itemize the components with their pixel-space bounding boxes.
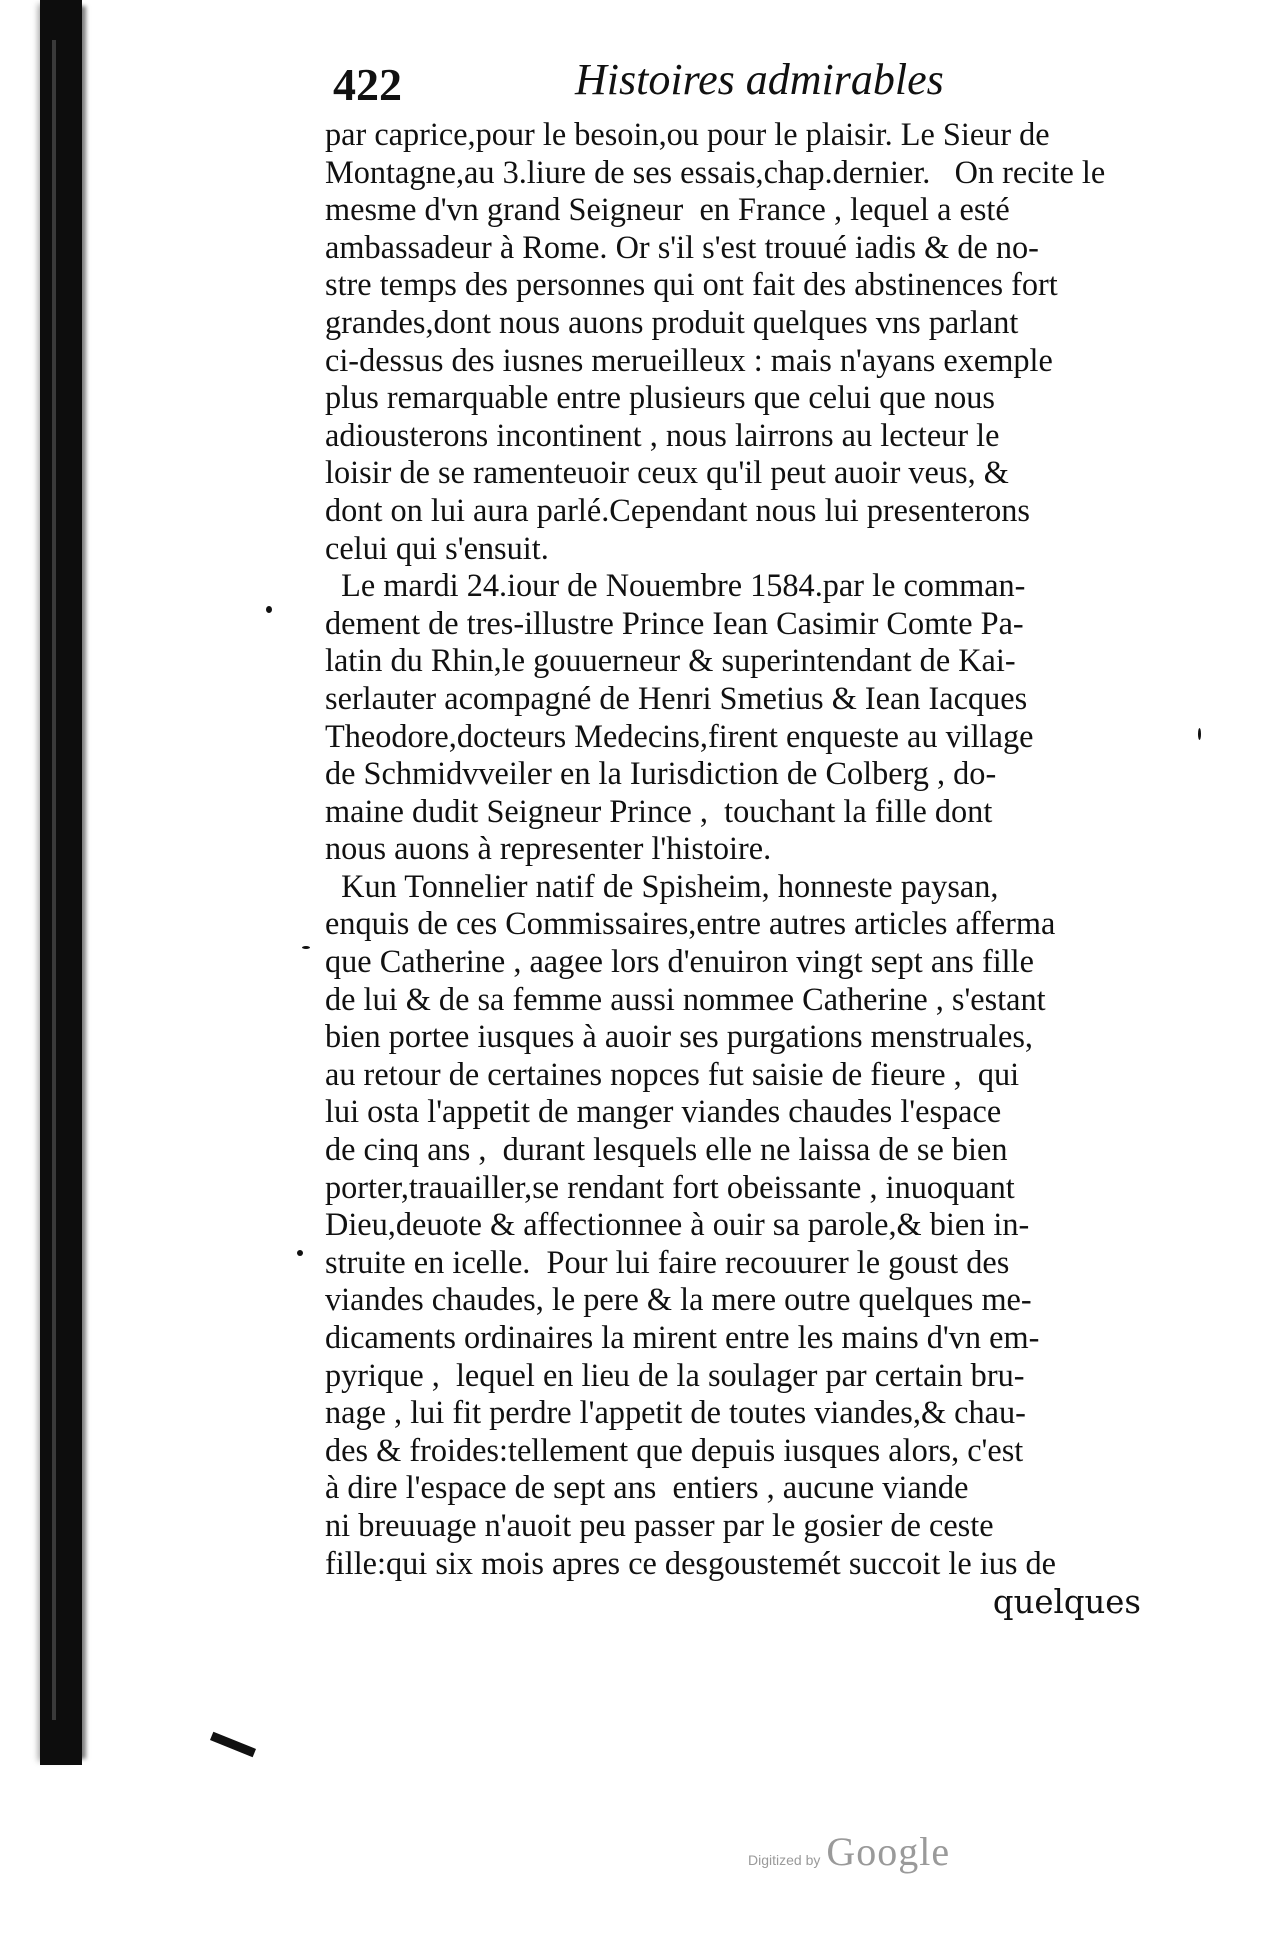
text-line: loisir de se ramenteuoir ceux qu'il peut auoir veus, & [325, 454, 1009, 491]
text-line: ci-dessus des iusnes merueilleux : mais n'ayans exemple [325, 341, 1053, 378]
text-line: nous auons à representer l'histoire. [325, 830, 772, 867]
text-line: mesme d'vn grand Seigneur en France , lequel a esté [325, 191, 1010, 228]
digitized-watermark [748, 1828, 950, 1875]
ink-speck [297, 1250, 303, 1256]
ink-speck [266, 606, 272, 613]
text-line: au retour de certaines nopces fut saisie de fieure , qui [325, 1055, 1020, 1092]
text-line: Theodore,docteurs Medecins,firent enqueste au village [325, 717, 1034, 754]
text-line: de Schmidvveiler en la Iurisdiction de Colberg , do- [325, 755, 997, 792]
text-line: adiousterons incontinent , nous lairrons au lecteur le [325, 416, 1000, 453]
text-line: maine dudit Seigneur Prince , touchant la fille dont [325, 792, 993, 829]
text-line: grandes,dont nous auons produit quelques vns parlant [325, 303, 1019, 340]
text-line: latin du Rhin,le gouuerneur & superintendant de Kai- [325, 642, 1016, 679]
text-line: stre temps des personnes qui ont fait des abstinences fort [325, 266, 1058, 303]
catchword: quelques [992, 1583, 1141, 1622]
book-binding-edge [40, 0, 82, 1765]
text-line: dicaments ordinaires la mirent entre les mains d'vn em- [325, 1319, 1040, 1355]
text-line: fille:qui six mois apres ce desgoustemét succoit le ius de [325, 1544, 1057, 1581]
text-line: pyrique , lequel en lieu de la soulager par certain bru- [325, 1356, 1025, 1393]
text-line: Le mardi 24.iour de Nouembre 1584.par le comman- [325, 567, 1026, 604]
text-line: dont on lui aura parlé.Cependant nous lui presenterons [325, 491, 1030, 528]
text-line: de cinq ans , durant lesquels elle ne laissa de se bien [325, 1131, 1008, 1168]
text-line: porter,trauailler,se rendant fort obeissante , inuoquant [325, 1168, 1015, 1205]
page-number: 422 [333, 59, 402, 110]
text-line: des & froides:tellement que depuis iusques alors, c'est [325, 1431, 1024, 1468]
text-line: serlauter acompagné de Henri Smetius & Iean Iacques [325, 679, 1028, 716]
text-line: de lui & de sa femme aussi nommee Catherine , s'estant [325, 980, 1046, 1017]
ink-speck [302, 946, 310, 949]
text-line: bien portee iusques à auoir ses purgations menstruales, [325, 1018, 1033, 1055]
ink-speck [1198, 728, 1201, 740]
text-line: celui qui s'ensuit. [325, 529, 549, 566]
google-logo: Google [826, 1829, 951, 1874]
text-line: Montagne,au 3.liure de ses essais,chap.dernier. On recite le [325, 153, 1106, 190]
body-text [325, 116, 1177, 1582]
text-line: ambassadeur à Rome. Or s'il s'est trouué iadis & de no- [325, 228, 1039, 265]
running-title: Histoires admirables [575, 55, 944, 104]
text-line: plus remarquable entre plusieurs que celui que nous [325, 379, 995, 416]
text-line: enquis de ces Commissaires,entre autres articles afferma [325, 905, 1056, 942]
page-edge-mark [210, 1732, 256, 1758]
text-line: que Catherine , aagee lors d'enuiron vingt sept ans fille [325, 943, 1034, 980]
watermark-prefix: Digitized by [748, 1852, 821, 1868]
text-line: Kun Tonnelier natif de Spisheim, honneste paysan, [325, 867, 999, 904]
text-line: viandes chaudes, le pere & la mere outre quelques me- [325, 1281, 1032, 1318]
text-line: à dire l'espace de sept ans entiers , aucune viande [325, 1469, 969, 1506]
text-line: ni breuuage n'auoit peu passer par le gosier de ceste [325, 1506, 994, 1543]
text-line: lui osta l'appetit de manger viandes chaudes l'espace [325, 1093, 1002, 1130]
text-line: dement de tres-illustre Prince Iean Casimir Comte Pa- [325, 604, 1024, 641]
book-page [325, 50, 1177, 1622]
text-line: struite en icelle. Pour lui faire recouurer le goust des [325, 1243, 1010, 1280]
running-head [325, 50, 1177, 116]
text-line: nage , lui fit perdre l'appetit de toutes viandes,& chau- [325, 1394, 1026, 1431]
text-line: Dieu,deuote & affectionnee à ouir sa parole,& bien in- [325, 1206, 1030, 1243]
binding-shadow-streak [52, 40, 56, 1720]
text-line: par caprice,pour le besoin,ou pour le plaisir. Le Sieur de [325, 116, 1050, 152]
